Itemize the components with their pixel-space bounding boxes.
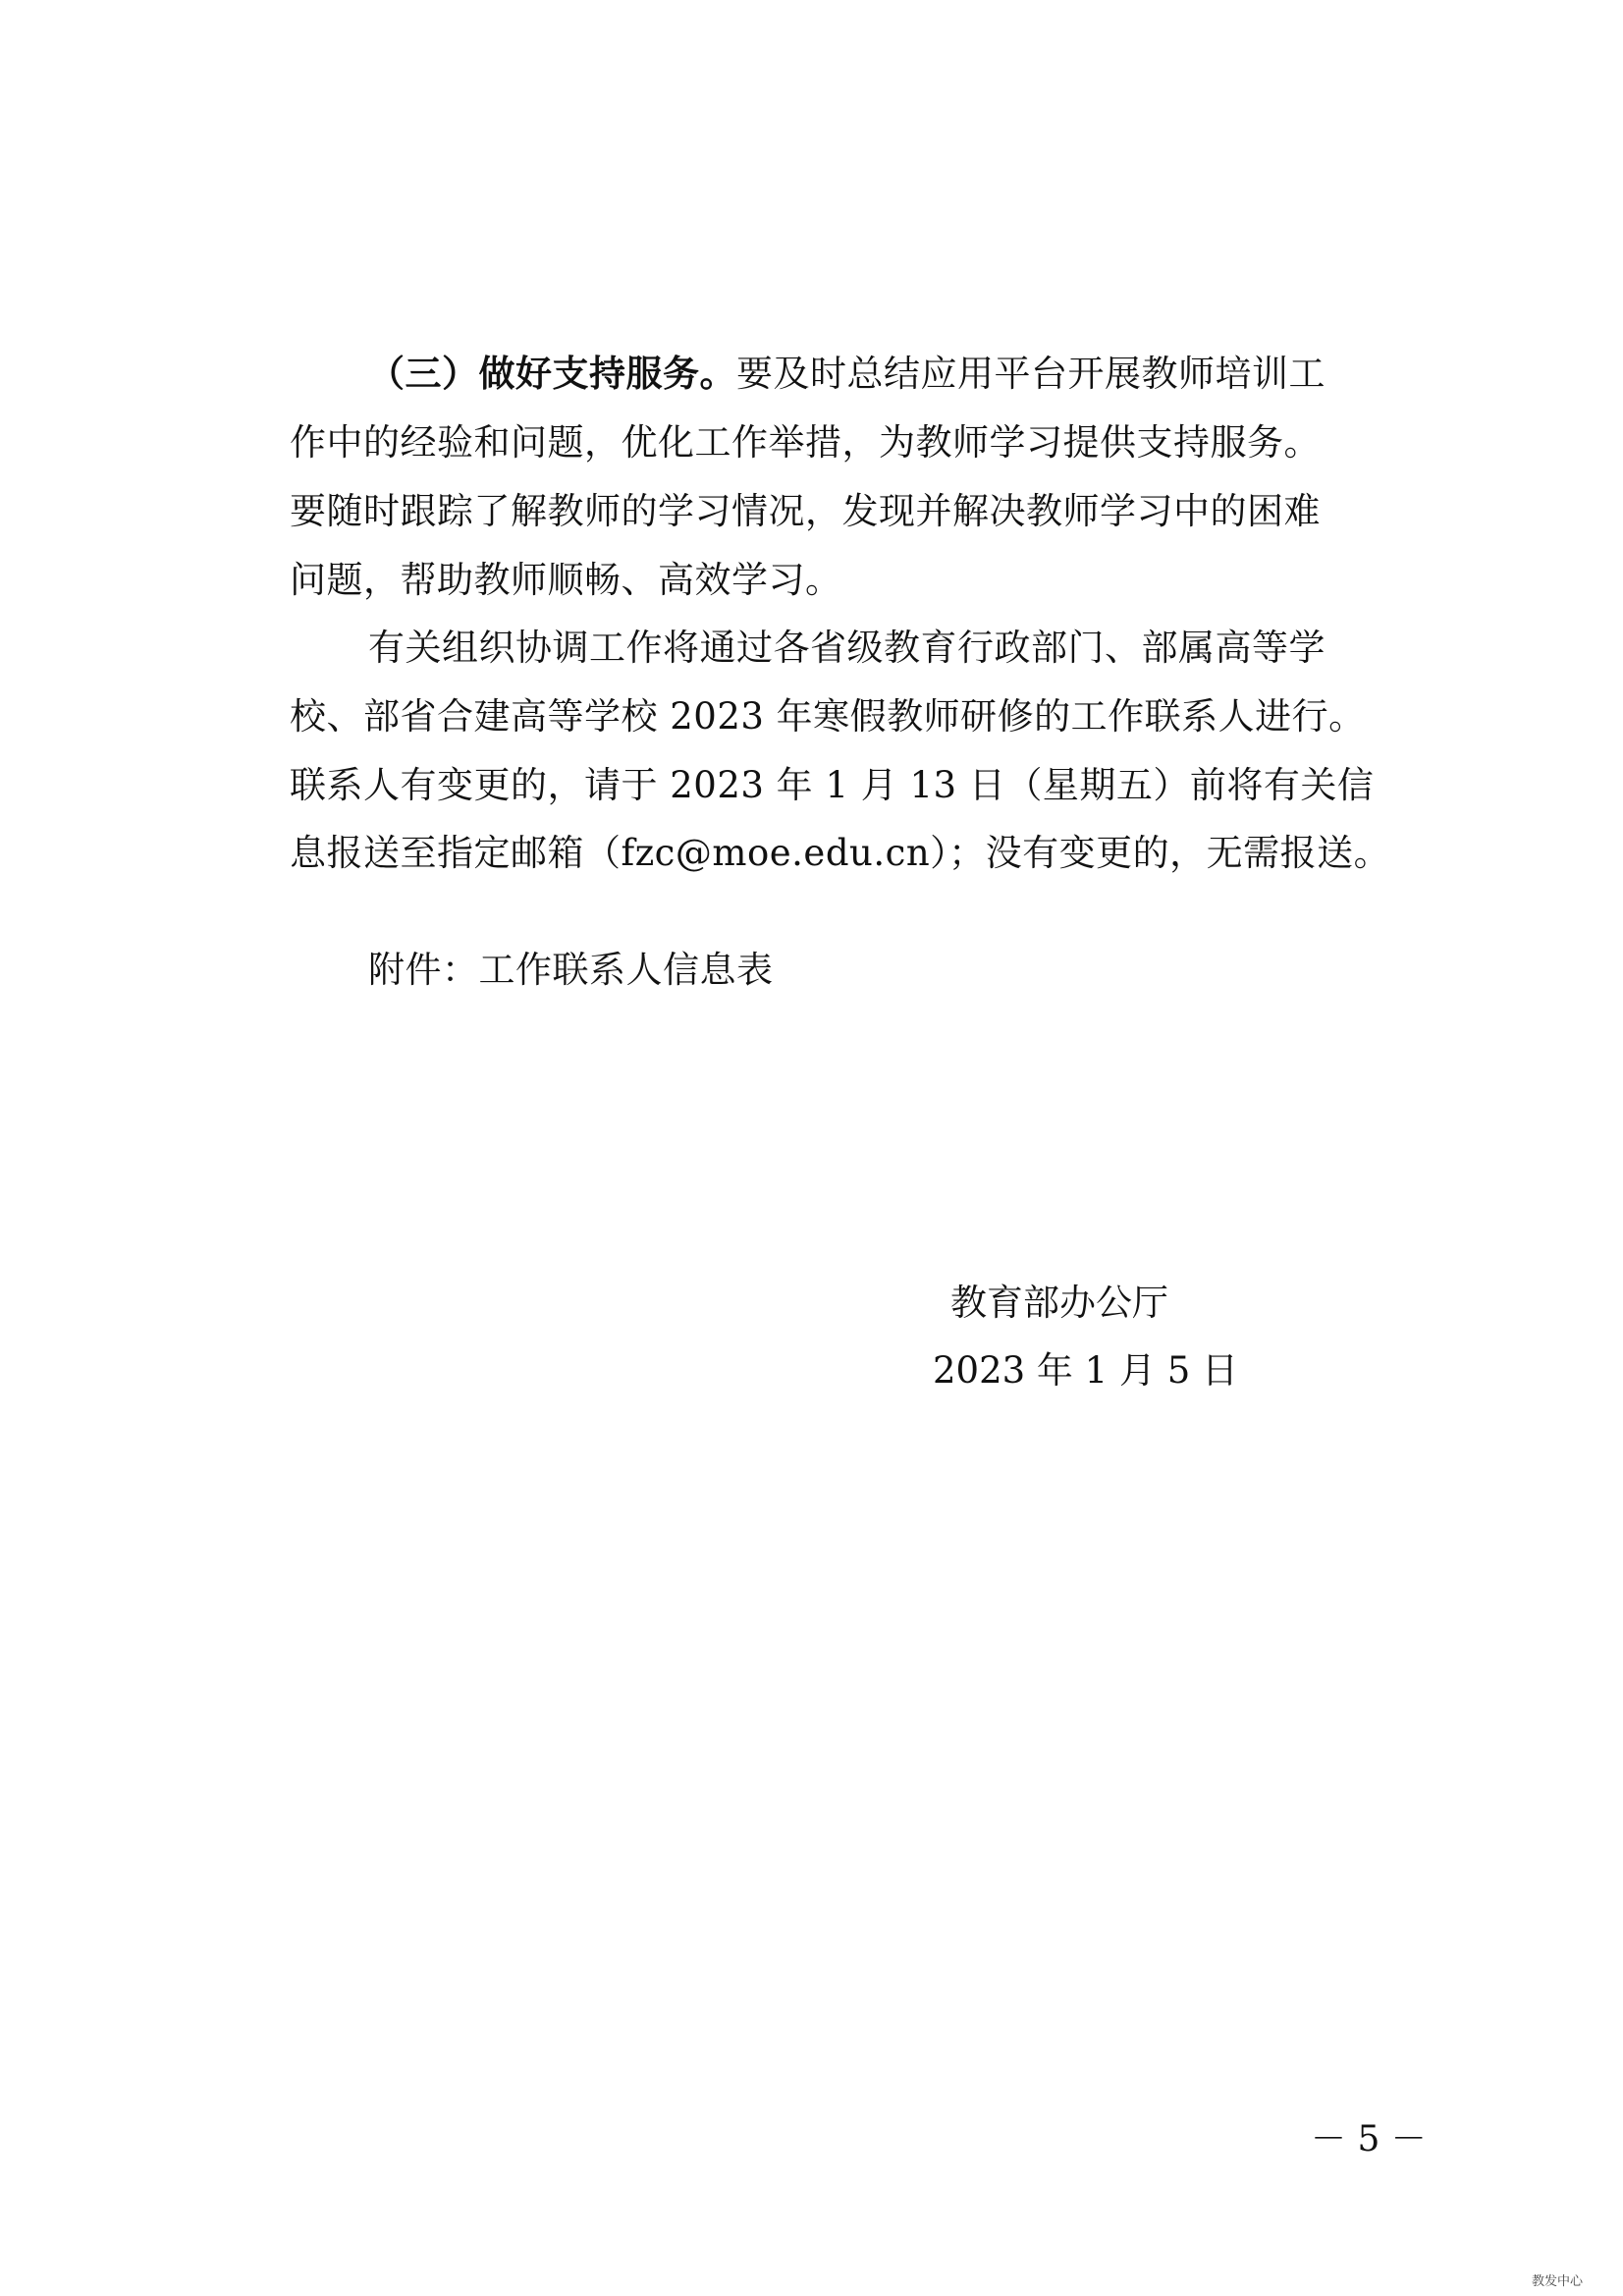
section3-heading: （三）做好支持服务。 xyxy=(368,353,736,395)
section3-line-1 xyxy=(368,353,1325,395)
section3-line-2: 作中的经验和问题，优化工作举措，为教师学习提供支持服务。 xyxy=(290,421,1321,464)
section3-line-4: 问题，帮助教师顺畅、高效学习。 xyxy=(290,559,842,601)
signature-org: 教育部办公厅 xyxy=(950,1282,1168,1324)
section3-text: 要及时总结应用平台开展教师培训工 xyxy=(736,353,1325,395)
attachment-note: 附件：工作联系人信息表 xyxy=(368,949,774,991)
signature-date: 2023 年 1 月 5 日 xyxy=(933,1349,1239,1392)
paragraph2-line-1: 有关组织协调工作将通过各省级教育行政部门、部属高等学 xyxy=(368,627,1325,669)
watermark: 教发中心 xyxy=(1532,2274,1584,2289)
paragraph2-line-3: 联系人有变更的，请于 2023 年 1 月 13 日（星期五）前将有关信 xyxy=(290,764,1375,806)
paragraph2-line-4: 息报送至指定邮箱（fzc@moe.edu.cn）；没有变更的，无需报送。 xyxy=(290,832,1391,874)
section3-line-3: 要随时跟踪了解教师的学习情况，发现并解决教师学习中的困难 xyxy=(290,490,1321,532)
paragraph2-line-2: 校、部省合建高等学校 2023 年寒假教师研修的工作联系人进行。 xyxy=(290,695,1366,738)
page-number: － 5 － xyxy=(1311,2119,1427,2159)
